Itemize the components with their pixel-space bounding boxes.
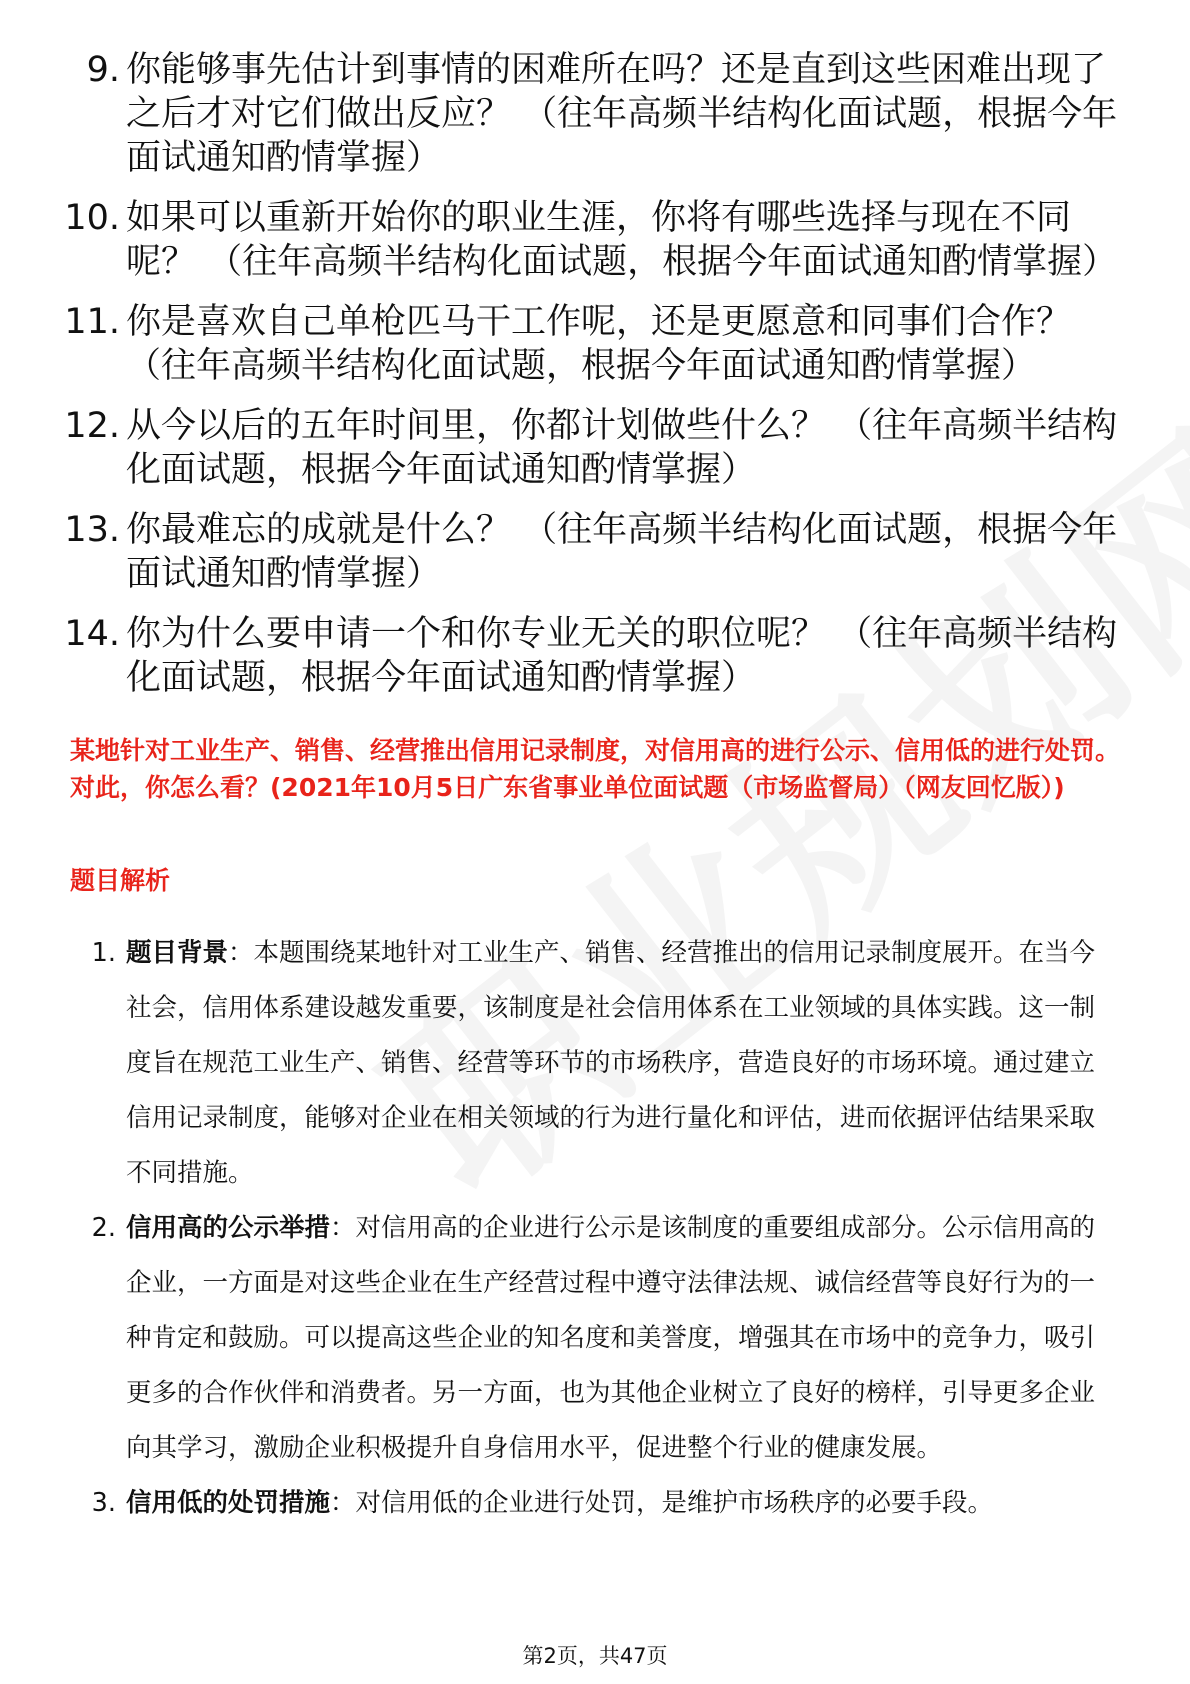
list-item [80,926,1120,1201]
list-item [80,1476,1120,1531]
list-item [60,196,1120,284]
item-text: ：对信用低的企业进行处罚，是维护市场秩序的必要手段。 [330,1488,994,1518]
list-item [60,508,1120,596]
list-item [60,48,1120,180]
item-number: 3. [91,1488,116,1518]
item-text: 你为什么要申请一个和你专业无关的职位呢？ （往年高频半结构化面试题，根据今年面试通知酌情掌握） [126,614,1118,698]
analysis-list [80,926,1120,1531]
item-label: 信用低的处罚措施 [126,1488,331,1518]
item-text: 从今以后的五年时间里，你都计划做些什么？ （往年高频半结构化面试题，根据今年面试通知酌情掌握） [126,406,1118,490]
item-number: 1. [91,938,116,968]
page-footer: 第2页，共47页 [522,1644,668,1668]
item-number: 2. [91,1213,116,1243]
analysis-heading: 题目解析 [70,866,171,895]
item-text: ：对信用高的企业进行公示是该制度的重要组成部分。公示信用高的企业，一方面是对这些企业在生产经营过程中遵守法律法规、诚信经营等良好行为的一种肯定和鼓励。可以提高这些企业的知名度和美誉度，增强其在市场中的竞争力，吸引更多的合作伙伴和消费者。另一方面，也为其他企业树立了良好的榜样，引导更多企业向其学习，激励企业积极提升自身信用水平，促进整个行业的健康发展。 [126,1213,1096,1463]
item-number: 14. [64,614,120,654]
item-text: 你能够事先估计到事情的困难所在吗？还是直到这些困难出现了之后才对它们做出反应？ （往年高频半结构化面试题，根据今年面试通知酌情掌握） [126,50,1118,178]
list-item [60,612,1120,700]
question-title: 某地针对工业生产、销售、经营推出信用记录制度，对信用高的进行公示、信用低的进行处罚。对此，你怎么看？(2021年10月5日广东省事业单位面试题（市场监督局）（网友回忆版）) [70,736,1121,802]
item-label: 信用高的公示举措 [126,1213,331,1243]
item-text: 你是喜欢自己单枪匹马干工作呢，还是更愿意和同事们合作？ （往年高频半结构化面试题，根据今年面试通知酌情掌握） [126,302,1072,386]
item-number: 11. [64,302,120,342]
item-text: 如果可以重新开始你的职业生涯，你将有哪些选择与现在不同呢？ （往年高频半结构化面试题，根据今年面试通知酌情掌握） [126,198,1118,282]
item-number: 10. [64,198,120,238]
list-item [80,1201,1120,1476]
item-number: 9. [86,50,120,90]
list-item [60,300,1120,388]
item-text: ：本题围绕某地针对工业生产、销售、经营推出的信用记录制度展开。在当今社会，信用体系建设越发重要，该制度是社会信用体系在工业领域的具体实践。这一制度旨在规范工业生产、销售、经营等环节的市场秩序，营造良好的市场环境。通过建立信用记录制度，能够对企业在相关领域的行为进行量化和评估，进而依据评估结果采取不同措施。 [126,938,1096,1188]
list-item [60,404,1120,492]
item-number: 13. [64,510,120,550]
item-label: 题目背景 [126,938,229,968]
item-text: 你最难忘的成就是什么？ （往年高频半结构化面试题，根据今年面试通知酌情掌握） [126,510,1118,594]
item-number: 12. [64,406,120,446]
question-list [60,48,1120,716]
